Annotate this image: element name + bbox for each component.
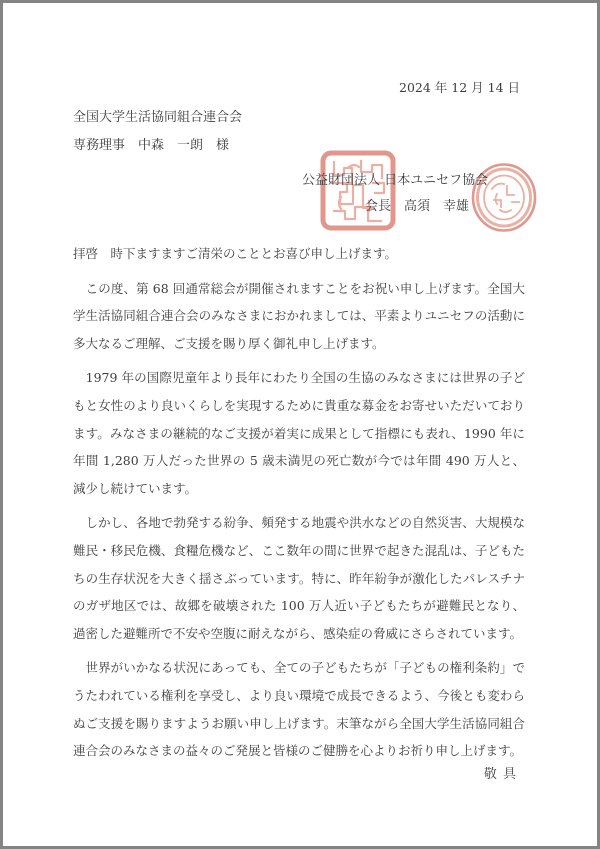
letter-paragraph: 1979 年の国際児童年より長年にわたり全国の生協のみなさまには世界の子どもと女性のより良いくらしを実現するために貴重な募金をお寄せいただいております。みなさまの継続的なご支援が着実に成果として指標にも表れ、1990 年に年間 1,280 万人だった世界の 5 歳未満児の死亡数が今では年間 490 万人と、減少し続けています。	[73, 370, 525, 496]
letter-paragraphs	[73, 275, 525, 765]
letter-body	[73, 240, 525, 772]
letter-greeting: 拝啓 時下ますますご清栄のこととお喜び申し上げます。	[73, 246, 398, 261]
letter-closing: 敬 具	[483, 767, 517, 782]
letter-date: 2024 年 12 月 14 日	[399, 80, 520, 95]
recipient-organization: 全国大学生活協同組合連合会	[73, 110, 243, 125]
letter-paragraph: 世界がいかなる状況にあっても、全ての子どもたちが「子どもの権利条約」でうたわれている権利を享受し、より良い環境で成長できるよう、今後とも変わらぬご支援を賜りますようお願い申し上げます。末筆ながら全国大学生活協同組合連合会のみなさまの益々のご発展と皆様のご健勝を心よりお祈り申し上げます。	[73, 660, 525, 759]
square-red-seal-stamp-icon	[319, 149, 397, 232]
sender-name: 会長 高須 幸雄	[365, 199, 470, 214]
letter-paragraph: この度、第 68 回通常総会が開催されますことをお祝い申し上げます。全国大学生活協同組合連合会のみなさまにおかれましては、平素よりユニセフの活動に多大なるご理解、ご支援を賜り厚く御礼申し上げます。	[73, 280, 525, 351]
letter-paragraph: しかし、各地で勃発する紛争、頻発する地震や洪水などの自然災害、大規模な難民・移民危機、食糧危機など、ここ数年の間に世界で起きた混乱は、子どもたちの生存状況を大きく揺さぶっています。特に、昨年紛争が激化したパレスチナのガザ地区では、故郷を破壊された 100 万人近い子どもたちが避難民となり、過密した避難所で不安や空腹に耐えながら、感染症の脅威にさらされています。	[73, 515, 525, 641]
recipient-name: 専務理事 中森 一朗 様	[73, 138, 230, 153]
sender-organization: 公益財団法人 日本ユニセフ協会	[302, 173, 489, 188]
